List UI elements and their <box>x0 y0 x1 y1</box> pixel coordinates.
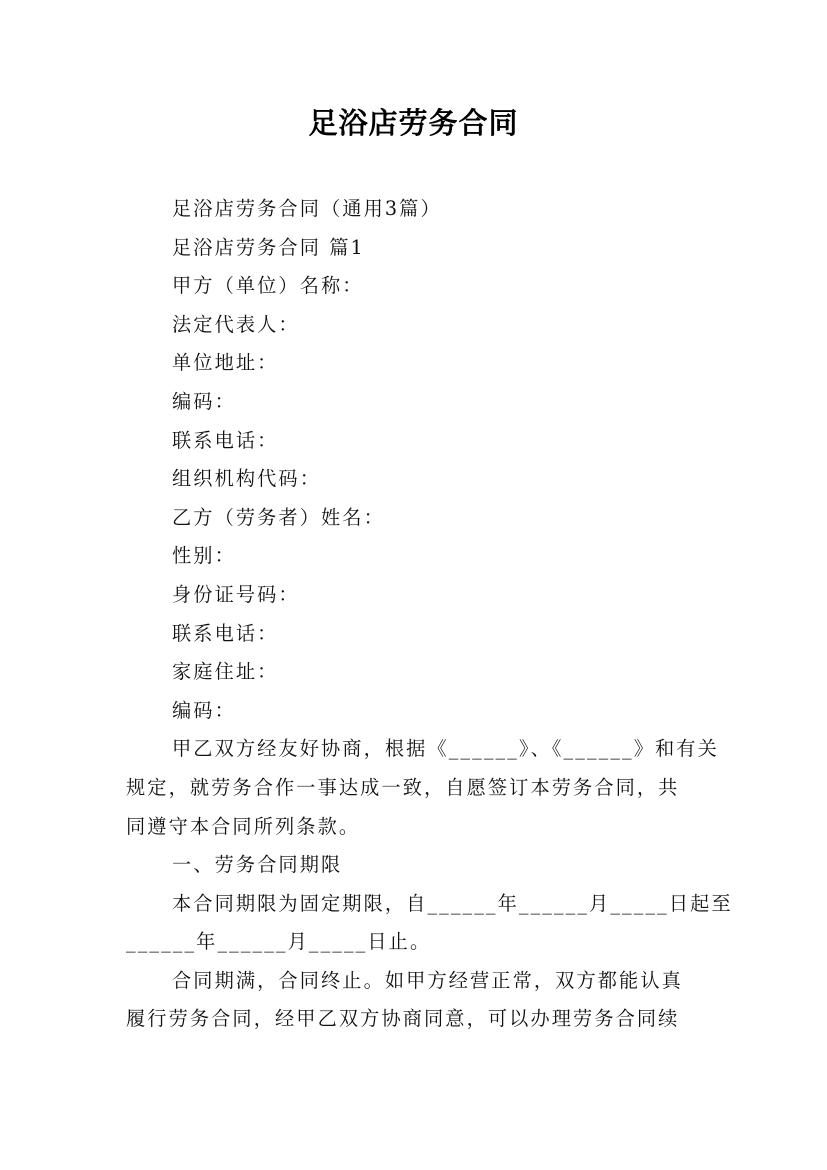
gender-field: 性别： <box>172 544 236 568</box>
preamble-line-2: 规定，就劳务合作一事达成一致，自愿签订本劳务合同，共 <box>126 775 680 799</box>
party-a-address-field: 单位地址： <box>172 351 279 375</box>
id-number-field: 身份证号码： <box>172 582 300 606</box>
legal-rep-field: 法定代表人： <box>172 312 300 336</box>
section-heading-line: 足浴店劳务合同 篇1 <box>172 235 365 259</box>
subtitle-line: 足浴店劳务合同（通用3篇） <box>172 197 442 220</box>
org-code-field: 组织机构代码： <box>172 467 322 491</box>
party-a-name-field: 甲方（单位）名称： <box>172 274 364 298</box>
expiry-line-2: 履行劳务合同，经甲乙双方协商同意，可以办理劳务合同续 <box>126 1007 680 1031</box>
term-line-1: 本合同期限为固定期限，自______年______月_____日起至 <box>172 891 733 915</box>
expiry-line-1: 合同期满，合同终止。如甲方经营正常，双方都能认真 <box>172 968 683 992</box>
document-body <box>126 190 733 1039</box>
home-address-field: 家庭住址： <box>172 660 279 684</box>
document-title: 足浴店劳务合同 <box>308 106 519 140</box>
party-a-postcode-field: 编码： <box>172 389 236 413</box>
party-b-phone-field: 联系电话： <box>172 621 279 645</box>
party-b-postcode-field: 编码： <box>172 698 236 722</box>
preamble-line-3: 同遵守本合同所列条款。 <box>126 814 361 838</box>
preamble-line-1: 甲乙双方经友好协商，根据《______》、《______》和有关 <box>172 737 719 761</box>
party-b-name-field: 乙方（劳务者）姓名： <box>172 505 385 529</box>
clause-1-heading: 一、劳务合同期限 <box>172 853 343 877</box>
term-line-2: ______年______月_____日止。 <box>126 930 432 954</box>
party-a-phone-field: 联系电话： <box>172 428 279 452</box>
